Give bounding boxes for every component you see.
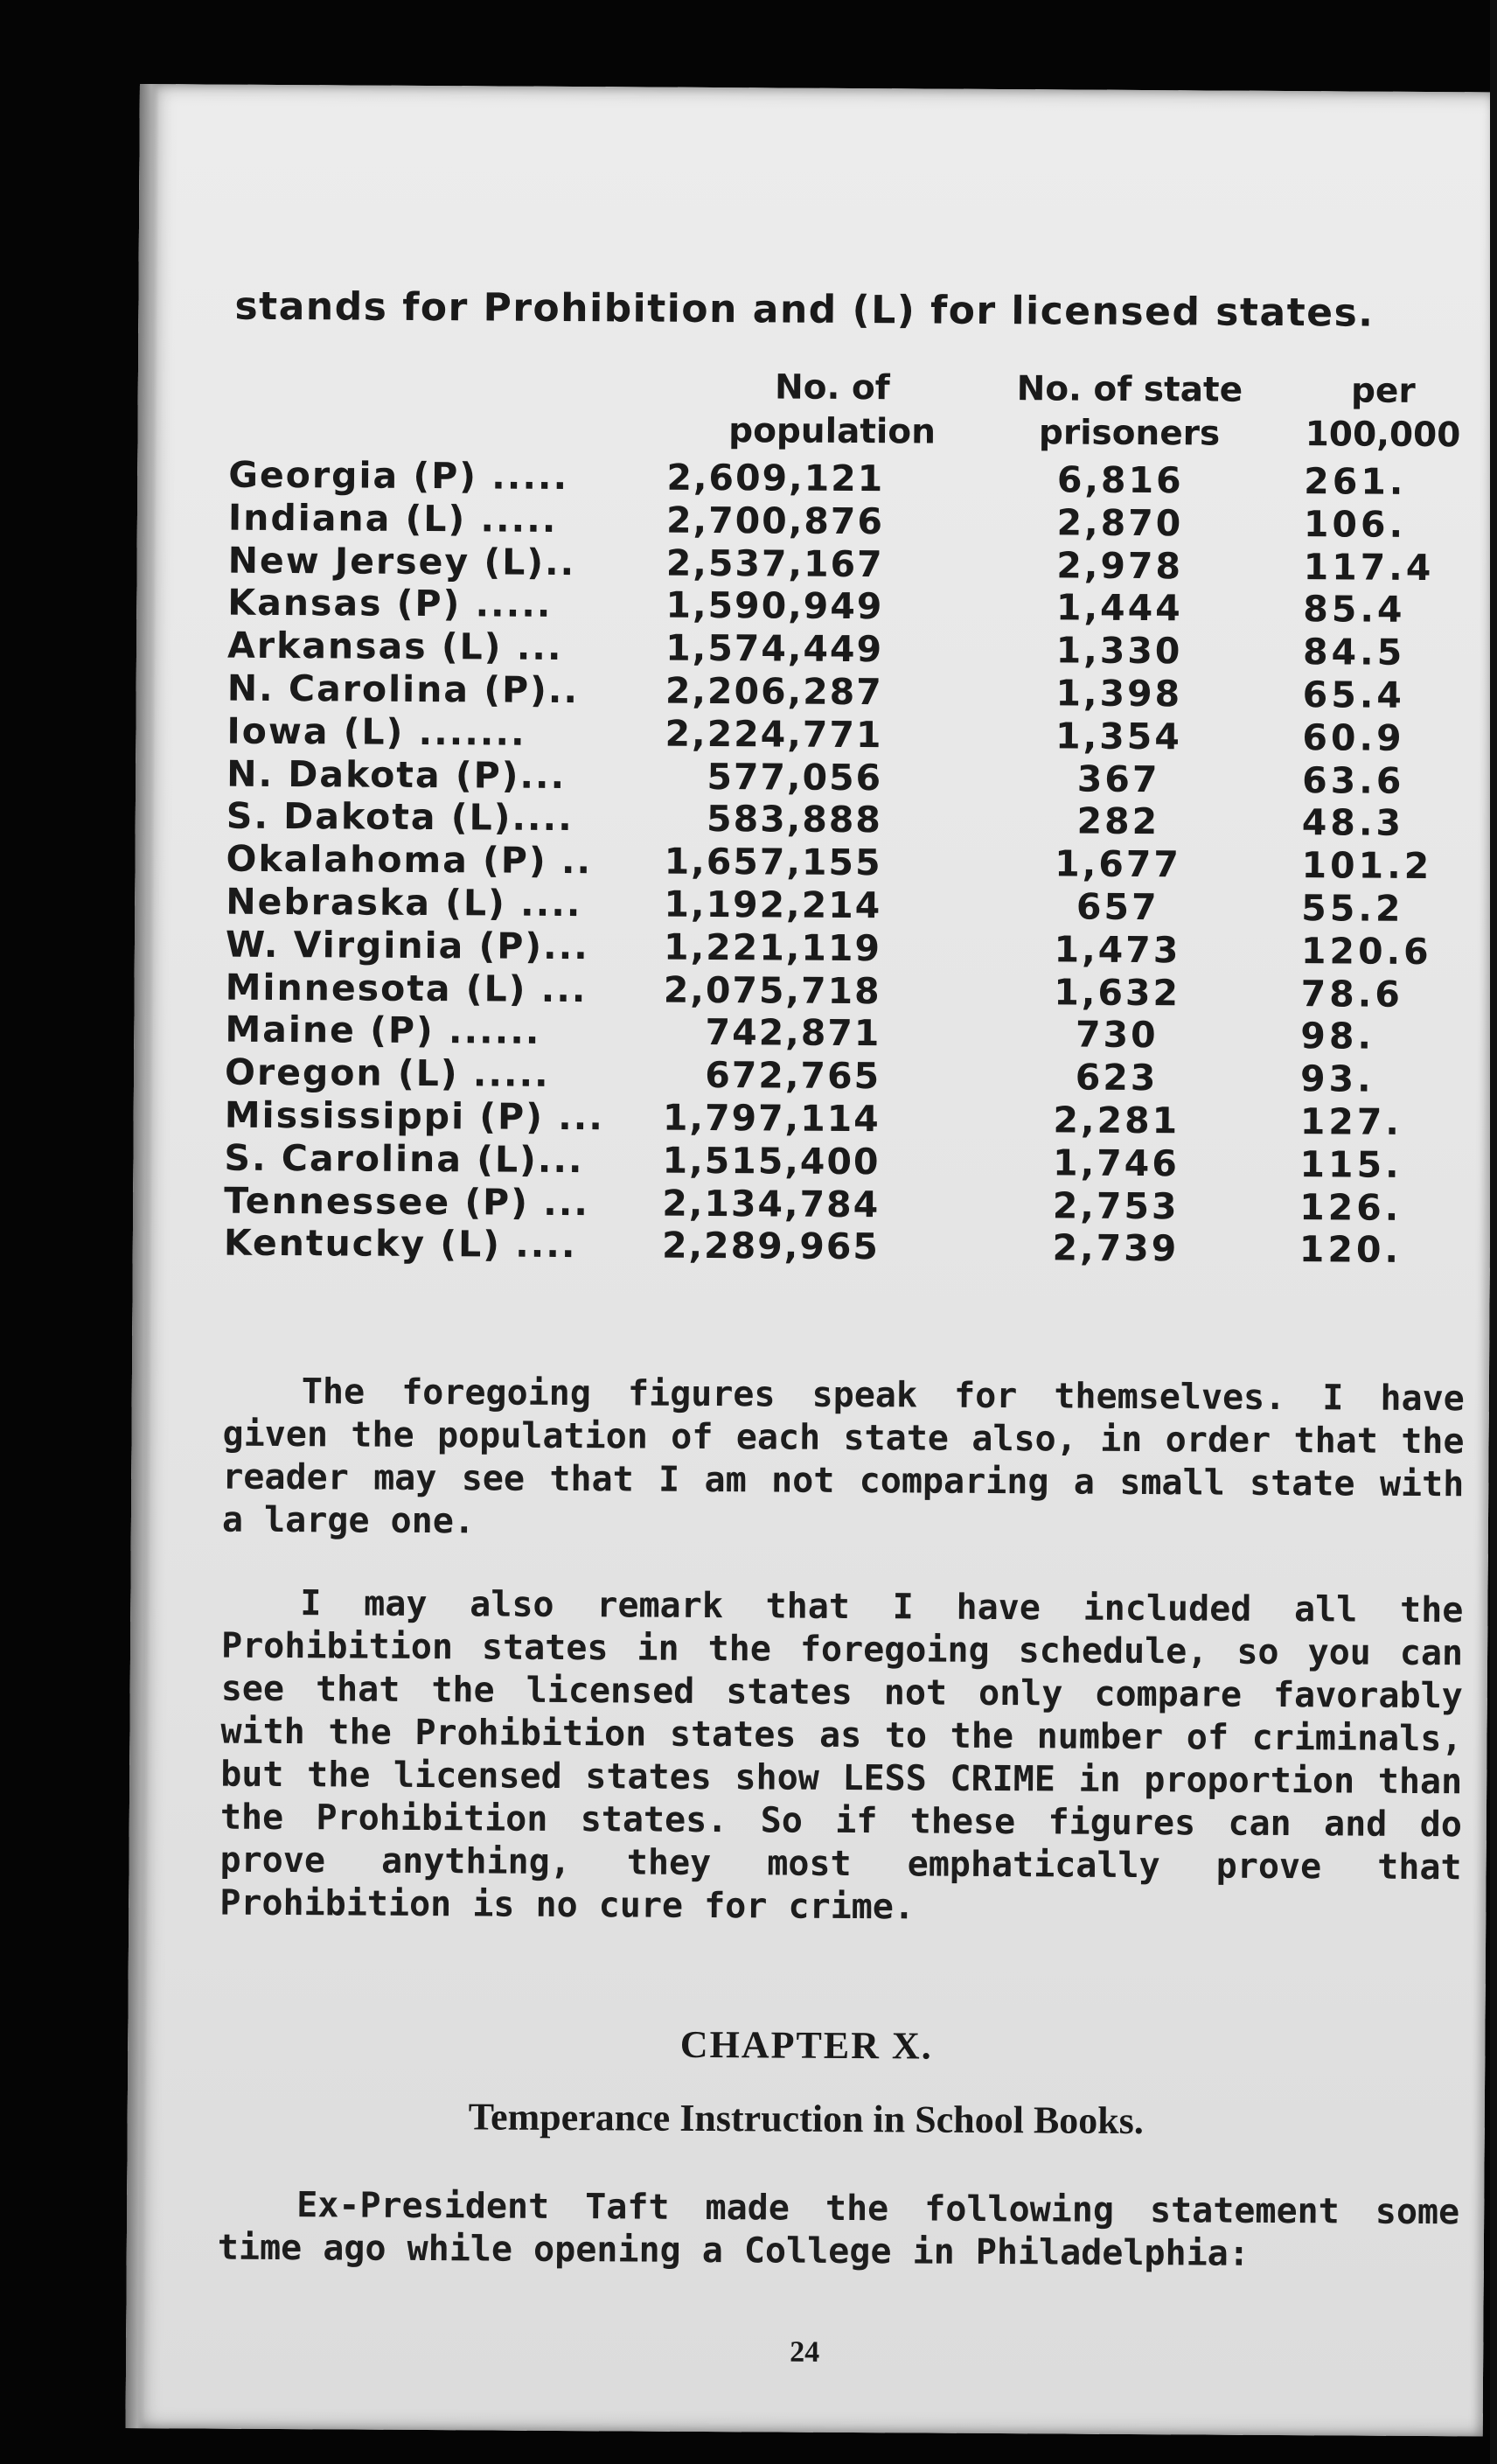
state-cell: New Jersey (L).. [227,539,576,583]
rate-cell: 261. [1304,460,1407,503]
table-row [226,838,1467,888]
rate-cell: 126. [1299,1185,1403,1229]
header-population: No. of population [728,367,936,452]
prisoners-cell: 1,330 [1055,629,1183,673]
prisoners-cell: 6,816 [1056,458,1184,502]
table-row [226,752,1468,802]
prisoners-cell: 2,753 [1052,1183,1180,1227]
state-cell: Oregon (L) ..... [224,1051,550,1096]
prisoners-cell: 1,632 [1054,970,1181,1014]
population-cell: 1,657,155 [664,840,882,884]
table-row [226,795,1468,845]
paragraph-remark: I may also remark that I have included all the Prohibition states in the foregoing schedule, so you can see that the licensed states not only compare favorably with the Prohibition states as to the number of criminals, but the licensed states show LESS CRIME in proportion than the Prohibition states. So if these figures can and do prove anything, they most emphatically prove that Prohibition is no cure for crime. [219,1583,1464,1928]
state-cell: Georgia (P) ..... [228,453,569,499]
state-cell: N. Dakota (P)... [226,752,567,797]
state-cell: Mississippi (P) ... [224,1093,605,1139]
rate-cell: 63.6 [1302,758,1405,802]
intro-line: stands for Prohibition and (L) for licensed states. [234,283,1375,336]
population-cell: 1,574,449 [665,626,884,671]
table-row [224,1179,1466,1229]
prisoners-cell: 730 [1075,1013,1159,1057]
paragraph-taft: Ex-President Taft made the following statement some time ago while opening a College in Philadelphia: [217,2185,1460,2274]
population-cell: 577,056 [707,755,883,799]
prisoners-cell: 2,978 [1056,544,1184,587]
prisoners-cell: 2,870 [1056,501,1184,545]
population-cell: 2,075,718 [663,968,881,1012]
prisoners-cell: 1,444 [1055,586,1183,630]
paragraph-figures: The foregoing figures speak for themselves. I have given the population of each state also, in order that the reader may see that I am not comparing a small state with a large one. [221,1372,1465,1542]
prisoners-cell: 623 [1075,1056,1159,1099]
table-row [227,667,1469,717]
table-row [228,539,1470,589]
header-prisoners: No. of state prisoners [1016,369,1243,454]
table-row [227,625,1469,674]
state-cell: Iowa (L) ....... [226,709,526,754]
state-cell: Kansas (P) ..... [227,582,553,626]
rate-cell: 120.6 [1300,929,1432,973]
table-row [225,1094,1466,1144]
table-header [228,363,1471,462]
population-cell: 2,700,876 [665,499,885,543]
rate-cell: 127. [1299,1100,1403,1143]
population-cell: 672,765 [705,1054,881,1098]
population-cell: 2,609,121 [666,456,885,500]
state-cell: Kentucky (L) .... [223,1221,577,1267]
population-cell: 2,537,167 [665,541,884,585]
table-row [224,1222,1466,1272]
state-cell: Tennessee (P) ... [224,1179,590,1224]
rate-cell: 98. [1300,1015,1375,1058]
state-cell: W. Virginia (P)... [225,923,589,967]
rate-cell: 48.3 [1301,801,1405,845]
table-row [224,1136,1466,1186]
prisoners-cell: 1,354 [1055,715,1182,758]
table-row [226,923,1467,973]
prisoner-statistics-table [224,363,1471,1273]
population-cell: 2,289,965 [661,1225,881,1268]
prisoners-cell: 1,746 [1052,1141,1180,1185]
table-row [226,709,1468,759]
prisoners-cell: 367 [1076,757,1160,800]
population-cell: 1,590,949 [665,584,884,628]
rate-cell: 85.4 [1303,588,1406,632]
table-row [228,496,1470,546]
chapter-heading: CHAPTER X. [679,2022,933,2068]
rate-cell: 93. [1299,1057,1375,1100]
table-row [226,966,1467,1016]
table-row [228,454,1470,504]
state-cell: Maine (P) ...... [225,1008,541,1053]
population-cell: 2,134,784 [662,1182,881,1225]
prisoners-cell: 2,739 [1052,1226,1180,1270]
table-body [224,454,1471,1273]
state-cell: Nebraska (L) .... [226,880,582,925]
state-cell: Indiana (L) ..... [227,496,558,541]
prisoners-cell: 2,281 [1053,1099,1180,1142]
book-page [126,84,1497,2436]
prisoners-cell: 657 [1076,885,1159,929]
population-cell: 1,221,119 [663,925,882,969]
rate-cell: 84.5 [1302,631,1406,674]
population-cell: 742,871 [705,1011,881,1055]
rate-cell: 106. [1303,502,1407,546]
table-row [226,881,1467,931]
state-cell: Arkansas (L) ... [226,624,563,669]
prisoners-cell: 1,677 [1055,842,1182,886]
header-rate: per 100,000 [1305,371,1461,456]
rate-cell: 101.2 [1301,844,1433,888]
prisoners-cell: 1,398 [1055,672,1183,715]
chapter-title: Temperance Instruction in School Books. [468,2095,1145,2143]
rate-cell: 65.4 [1302,674,1406,716]
rate-cell: 117.4 [1303,545,1435,589]
rate-cell: 55.2 [1301,887,1404,930]
scan-edge [1490,0,1497,2464]
rate-cell: 78.6 [1300,972,1403,1016]
rate-cell: 60.9 [1302,715,1405,759]
table-row [227,582,1469,632]
population-cell: 2,206,287 [665,669,883,714]
state-cell: S. Carolina (L)... [224,1136,584,1181]
state-cell: N. Carolina (P).. [226,667,580,712]
population-cell: 1,515,400 [662,1139,881,1183]
prisoners-cell: 282 [1076,799,1160,843]
state-cell: Okalahoma (P) .. [226,837,593,883]
population-cell: 1,192,214 [664,883,882,927]
prisoners-cell: 1,473 [1054,928,1181,972]
page-number: 24 [790,2335,820,2369]
rate-cell: 120. [1299,1228,1403,1272]
state-cell: S. Dakota (L).... [226,794,574,840]
state-cell: Minnesota (L) ... [225,966,588,1010]
population-cell: 2,224,771 [665,712,883,756]
population-cell: 583,888 [706,798,883,841]
table-row [225,1051,1466,1101]
table-row [225,1009,1466,1058]
rate-cell: 115. [1299,1142,1403,1186]
population-cell: 1,797,114 [662,1096,881,1141]
